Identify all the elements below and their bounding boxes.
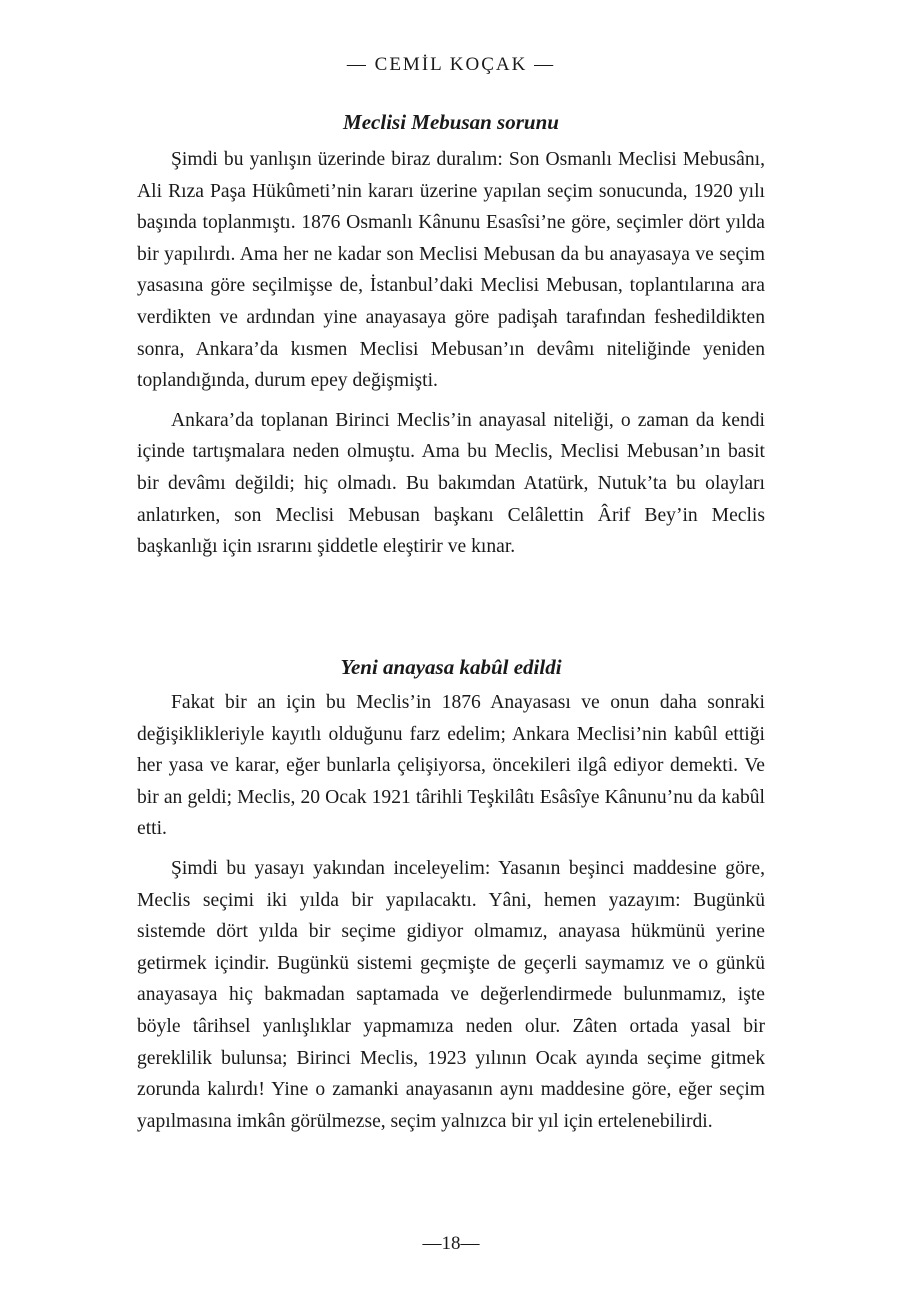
page-number: —18— <box>422 1233 480 1254</box>
section-heading-meclisi-mebusan: Meclisi Mebusan sorunu <box>343 110 559 134</box>
section-body-yeni-anayasa <box>137 687 765 1145</box>
paragraph: Şimdi bu yanlışın üzerinde biraz duralım: Son Osmanlı Meclisi Mebusânı, Ali Rıza Paşa Hükûmeti’nin kararı üzerine yapılan seçim sonucunda, 1920 yılı başında toplanmıştı. 1876 Osmanlı Kânunu Esasîsi’ne göre, seçimler dört yılda bir yapılırdı. Ama her ne kadar son Meclisi Mebusan da bu anayasaya ve seçim yasasına göre seçilmişse de, İstanbul’daki Meclisi Mebusan, toplantılarına ara verdikten ve ardından yine anayasaya göre padişah tarafından feshedildikten sonra, Ankara’da kısmen Meclisi Mebusan’ın devâmı niteliğinde yeniden toplandığında, durum epey değişmişti. <box>137 149 765 392</box>
paragraph: Şimdi bu yasayı yakından inceleyelim: Yasanın beşinci maddesine göre, Meclis seçimi iki yılda bir yapılacaktı. Yâni, hemen yazayım: Bugünkü sistemde dört yılda bir seçime gidiyor olmamız, anayasa hükmünü yerine getirmek içindir. Bugünkü sistemi geçmişte de geçerli saymamız ve o günkü anayasaya hiç bakmadan saptamada ve değerlendirmede bulunmamız, işte böyle târihsel yanlışlıklar yapmamıza neden olur. Zâten ortada yasal bir gereklilik bulunsa; Birinci Meclis, 1923 yılının Ocak ayında seçime gitmek zorunda kalırdı! Yine o zamanki anayasanın aynı maddesine göre, eğer seçim yapılmasına imkân görülmezse, seçim yalnızca bir yıl için ertelenebilirdi. <box>137 857 765 1132</box>
paragraph: Ankara’da toplanan Birinci Meclis’in anayasal niteliği, o zaman da kendi içinde tartışmalara neden olmuştu. Ama bu Meclis, Meclisi Mebusan’ın basit bir devâmı değildi; hiç olmadı. Bu bakımdan Atatürk, Nutuk’ta bu olayları anlatırken, son Meclisi Mebusan başkanı Celâlettin Ârif Bey’in Meclis başkanlığı için ısrarını şiddetle eleştirir ve kınar. <box>137 409 765 558</box>
section-body-meclisi-mebusan <box>137 144 765 571</box>
book-page <box>137 0 765 1300</box>
running-head: — CEMİL KOÇAK — <box>346 54 556 75</box>
paragraph: Fakat bir an için bu Meclis’in 1876 Anayasası ve onun daha sonraki değişiklikleriyle kayıtlı olduğunu farz edelim; Ankara Meclisi’nin kabûl ettiği her yasa ve karar, eğer bunlarla çelişiyorsa, öncekileri ilgâ ediyor demekti. Ve bir an geldi; Meclis, 20 Ocak 1921 târihli Teşkilâtı Esâsîye Kânunu’nu da kabûl etti. <box>137 692 765 840</box>
section-heading-yeni-anayasa: Yeni anayasa kabûl edildi <box>340 655 562 679</box>
